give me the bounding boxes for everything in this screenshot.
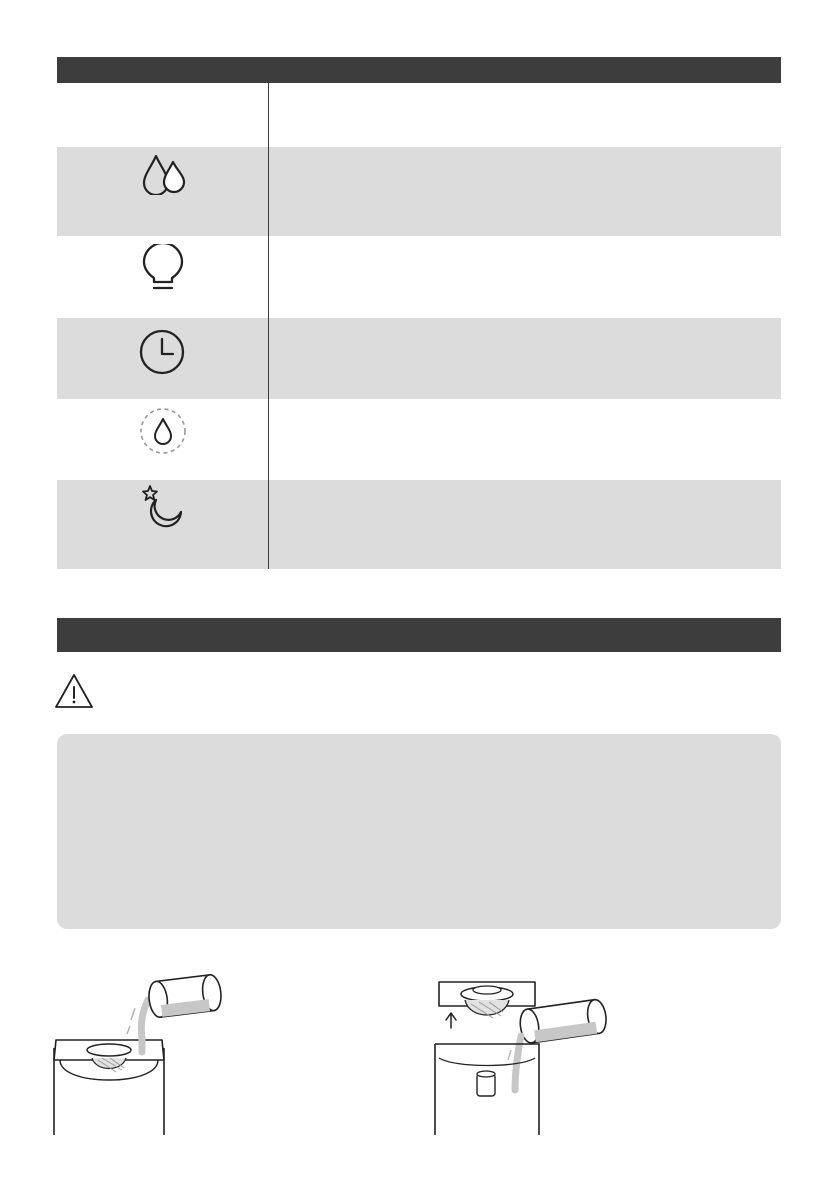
note-box — [57, 734, 781, 929]
table-column-divider — [268, 83, 269, 569]
humidity-drop-icon — [138, 406, 188, 456]
top-fill-illustration — [40, 960, 240, 1135]
section-header-bar — [57, 618, 781, 652]
clock-timer-icon — [136, 328, 188, 376]
mist-drops-icon — [140, 153, 190, 195]
sleep-moon-star-icon — [138, 484, 188, 528]
tank-fill-illustration — [425, 960, 625, 1135]
table-header-bar — [57, 57, 781, 83]
warning-triangle-icon — [53, 671, 95, 716]
table-row — [57, 83, 781, 147]
light-bulb-icon — [138, 244, 188, 296]
